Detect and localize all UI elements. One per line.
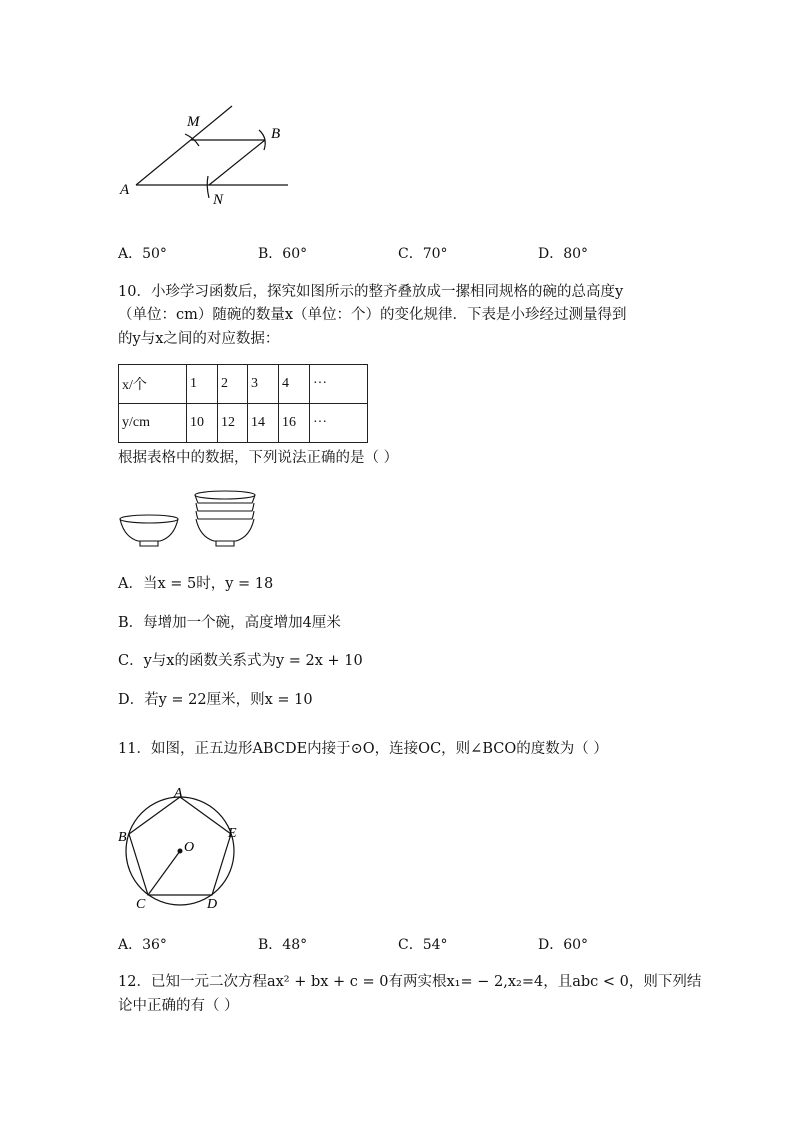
table-cell: x/个 [119, 365, 187, 404]
single-bowl-icon [120, 515, 178, 546]
q10-question: 根据表格中的数据，下列说法正确的是（ ） [118, 450, 399, 466]
q10-option-a[interactable]: A．当x = 5时，y = 18 [118, 576, 274, 592]
q12-stem-line2: 论中正确的有（ ） [118, 998, 239, 1014]
q11-stem: 11．如图，正五边形ABCDE内接于⊙O，连接OC，则∠BCO的度数为（ ） [118, 741, 608, 757]
label-a: A [120, 182, 130, 198]
q10-stem-line2: （单位：cm）随碗的数量x（单位：个）的变化规律．下表是小珍经过测量得到 [118, 307, 627, 323]
q9-option-b[interactable]: B．60° [258, 246, 308, 262]
label-c: C [136, 897, 146, 910]
q10-data-table [118, 364, 368, 443]
pentagon-figure [110, 785, 250, 910]
table-row [119, 365, 368, 404]
label-m: M [187, 114, 200, 130]
table-cell: ··· [310, 404, 368, 443]
table-cell: 12 [218, 404, 248, 443]
table-cell: 14 [248, 404, 279, 443]
table-cell: 16 [279, 404, 310, 443]
q10-option-b[interactable]: B．每增加一个碗，高度增加4厘米 [118, 615, 341, 631]
q10-stem-line3: 的y与x之间的对应数据： [118, 331, 280, 347]
table-cell: y/cm [119, 404, 187, 443]
label-e: E [228, 826, 237, 841]
q10-option-c[interactable]: C．y与x的函数关系式为y = 2x + 10 [118, 653, 363, 669]
q9-option-a[interactable]: A．50° [118, 246, 167, 262]
stacked-bowls-icon [195, 491, 255, 546]
label-d: D [207, 897, 218, 910]
table-cell: 4 [279, 365, 310, 404]
bowls-figure [112, 485, 272, 550]
label-a: A [174, 786, 183, 801]
q11-option-c[interactable]: C．54° [398, 937, 448, 953]
q10-stem-line1: 10．小珍学习函数后，探究如图所示的整齐叠放成一摞相同规格的碗的总高度y [118, 284, 624, 300]
table-cell: 1 [187, 365, 218, 404]
q9-option-c[interactable]: C．70° [398, 246, 448, 262]
q11-option-b[interactable]: B．48° [258, 937, 308, 953]
label-o: O [184, 840, 195, 855]
table-cell: 3 [248, 365, 279, 404]
table-cell: 10 [187, 404, 218, 443]
q11-option-a[interactable]: A．36° [118, 937, 167, 953]
q12-stem-line1: 12．已知一元二次方程ax² + bx + c = 0有两实根x₁= − 2,x₂=4，且abc < 0，则下列结 [118, 974, 702, 990]
label-n: N [213, 192, 224, 208]
q9-option-d[interactable]: D．80° [538, 246, 589, 262]
table-cell: ··· [310, 365, 368, 404]
table-row [119, 404, 368, 443]
label-b: B [118, 830, 127, 845]
table-cell: 2 [218, 365, 248, 404]
q11-option-d[interactable]: D．60° [538, 937, 589, 953]
label-b: B [271, 126, 281, 142]
q9-figure [110, 100, 310, 210]
q10-option-d[interactable]: D．若y = 22厘米，则x = 10 [118, 692, 313, 708]
